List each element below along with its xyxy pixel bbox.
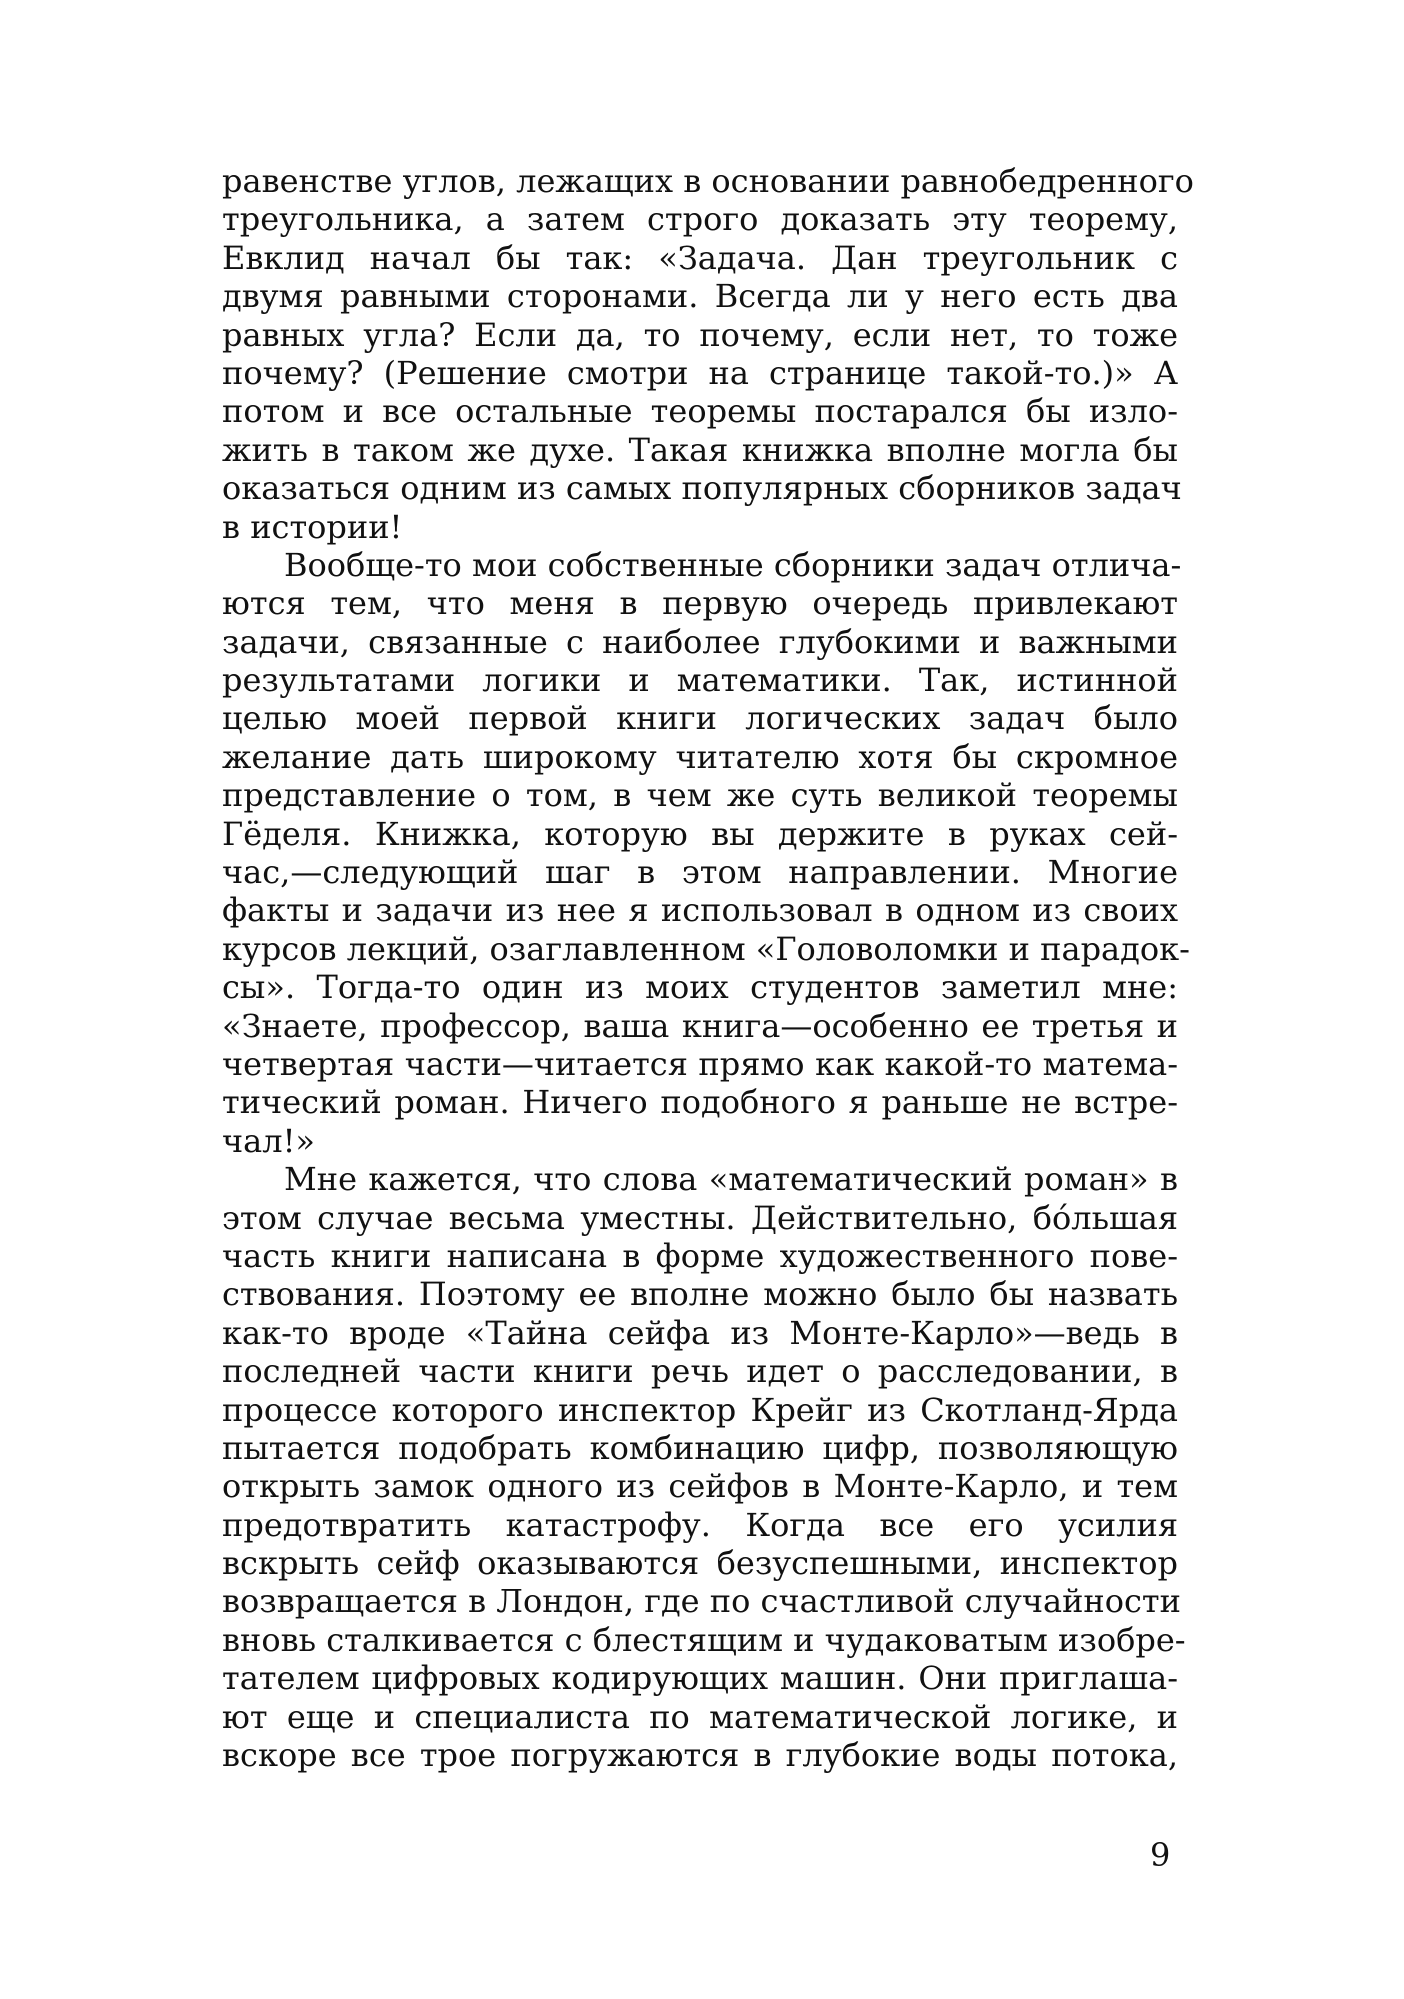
text-line: сы». Тогда-то один из моих студентов заметил мне:: [222, 968, 1178, 1007]
text-line: потом и все остальные теоремы постарался бы изло-: [222, 392, 1178, 431]
text-line: в истории!: [222, 507, 403, 546]
page-number: 9: [1150, 1836, 1171, 1874]
text-line: ствования. Поэтому ее вполне можно было бы назвать: [222, 1275, 1178, 1314]
text-line: чал!»: [222, 1121, 315, 1160]
paragraph-start-line: Вообще-то мои собственные сборники задач отлича-: [284, 545, 1182, 584]
text-line: часть книги написана в форме художественного пове-: [222, 1236, 1178, 1275]
text-line: равенстве углов, лежащих в основании равнобедренного: [222, 162, 1194, 200]
body-text: [222, 162, 1194, 1775]
text-line: открыть замок одного из сейфов в Монте-Карло, и тем: [222, 1467, 1178, 1506]
text-line: пытается подобрать комбинацию цифр, позволяющую: [222, 1428, 1178, 1467]
text-line: тический роман. Ничего подобного я раньше не встре-: [222, 1083, 1178, 1122]
text-line: жить в таком же духе. Такая книжка вполне могла бы: [222, 430, 1178, 469]
text-line: треугольника, а затем строго доказать эту теорему,: [222, 200, 1178, 239]
text-line: тателем цифровых кодирующих машин. Они приглаша-: [222, 1659, 1178, 1698]
text-line: вновь сталкивается с блестящим и чудаковатым изобре-: [222, 1620, 1186, 1659]
text-line: Евклид начал бы так: «Задача. Дан треугольник с: [222, 238, 1178, 277]
text-line: возвращается в Лондон, где по счастливой случайности: [222, 1582, 1181, 1621]
text-line: «Знаете, профессор, ваша книга—особенно ее третья и: [222, 1006, 1178, 1045]
text-line: этом случае весьма уместны. Действительно, бóльшая: [222, 1198, 1178, 1237]
text-line: желание дать широкому читателю хотя бы скромное: [222, 737, 1178, 776]
text-line: двумя равными сторонами. Всегда ли у него есть два: [222, 277, 1178, 316]
text-line: почему? (Решение смотри на странице такой-то.)» А: [222, 353, 1178, 392]
text-line: процессе которого инспектор Крейг из Скотланд-Ярда: [222, 1390, 1178, 1429]
text-line: Гёделя. Книжка, которую вы держите в руках сей-: [222, 814, 1178, 853]
text-line: вскоре все трое погружаются в глубокие воды потока,: [222, 1736, 1178, 1775]
text-line: час,—следующий шаг в этом направлении. Многие: [222, 853, 1178, 892]
text-line: вскрыть сейф оказываются безуспешными, инспектор: [222, 1544, 1178, 1583]
text-line: четвертая части—читается прямо как какой-то матема-: [222, 1044, 1178, 1083]
text-line: представление о том, в чем же суть великой теоремы: [222, 776, 1178, 815]
text-line: курсов лекций, озаглавленном «Головоломки и парадок-: [222, 929, 1190, 968]
text-line: ются тем, что меня в первую очередь привлекают: [222, 584, 1178, 623]
text-line: как-то вроде «Тайна сейфа из Монте-Карло»—ведь в: [222, 1313, 1178, 1352]
text-line: предотвратить катастрофу. Когда все его усилия: [222, 1505, 1178, 1544]
text-line: результатами логики и математики. Так, истинной: [222, 661, 1178, 700]
text-line: целью моей первой книги логических задач было: [222, 699, 1178, 738]
text-line: равных угла? Если да, то почему, если нет, то тоже: [222, 315, 1178, 354]
paragraph-start-line: Мне кажется, что слова «математический роман» в: [284, 1160, 1178, 1199]
text-line: ют еще и специалиста по математической логике, и: [222, 1697, 1178, 1736]
text-line: задачи, связанные с наиболее глубокими и важными: [222, 622, 1178, 661]
text-line: факты и задачи из нее я использовал в одном из своих: [222, 891, 1178, 930]
text-line: последней части книги речь идет о расследовании, в: [222, 1352, 1178, 1391]
text-line: оказаться одним из самых популярных сборников задач: [222, 469, 1182, 508]
